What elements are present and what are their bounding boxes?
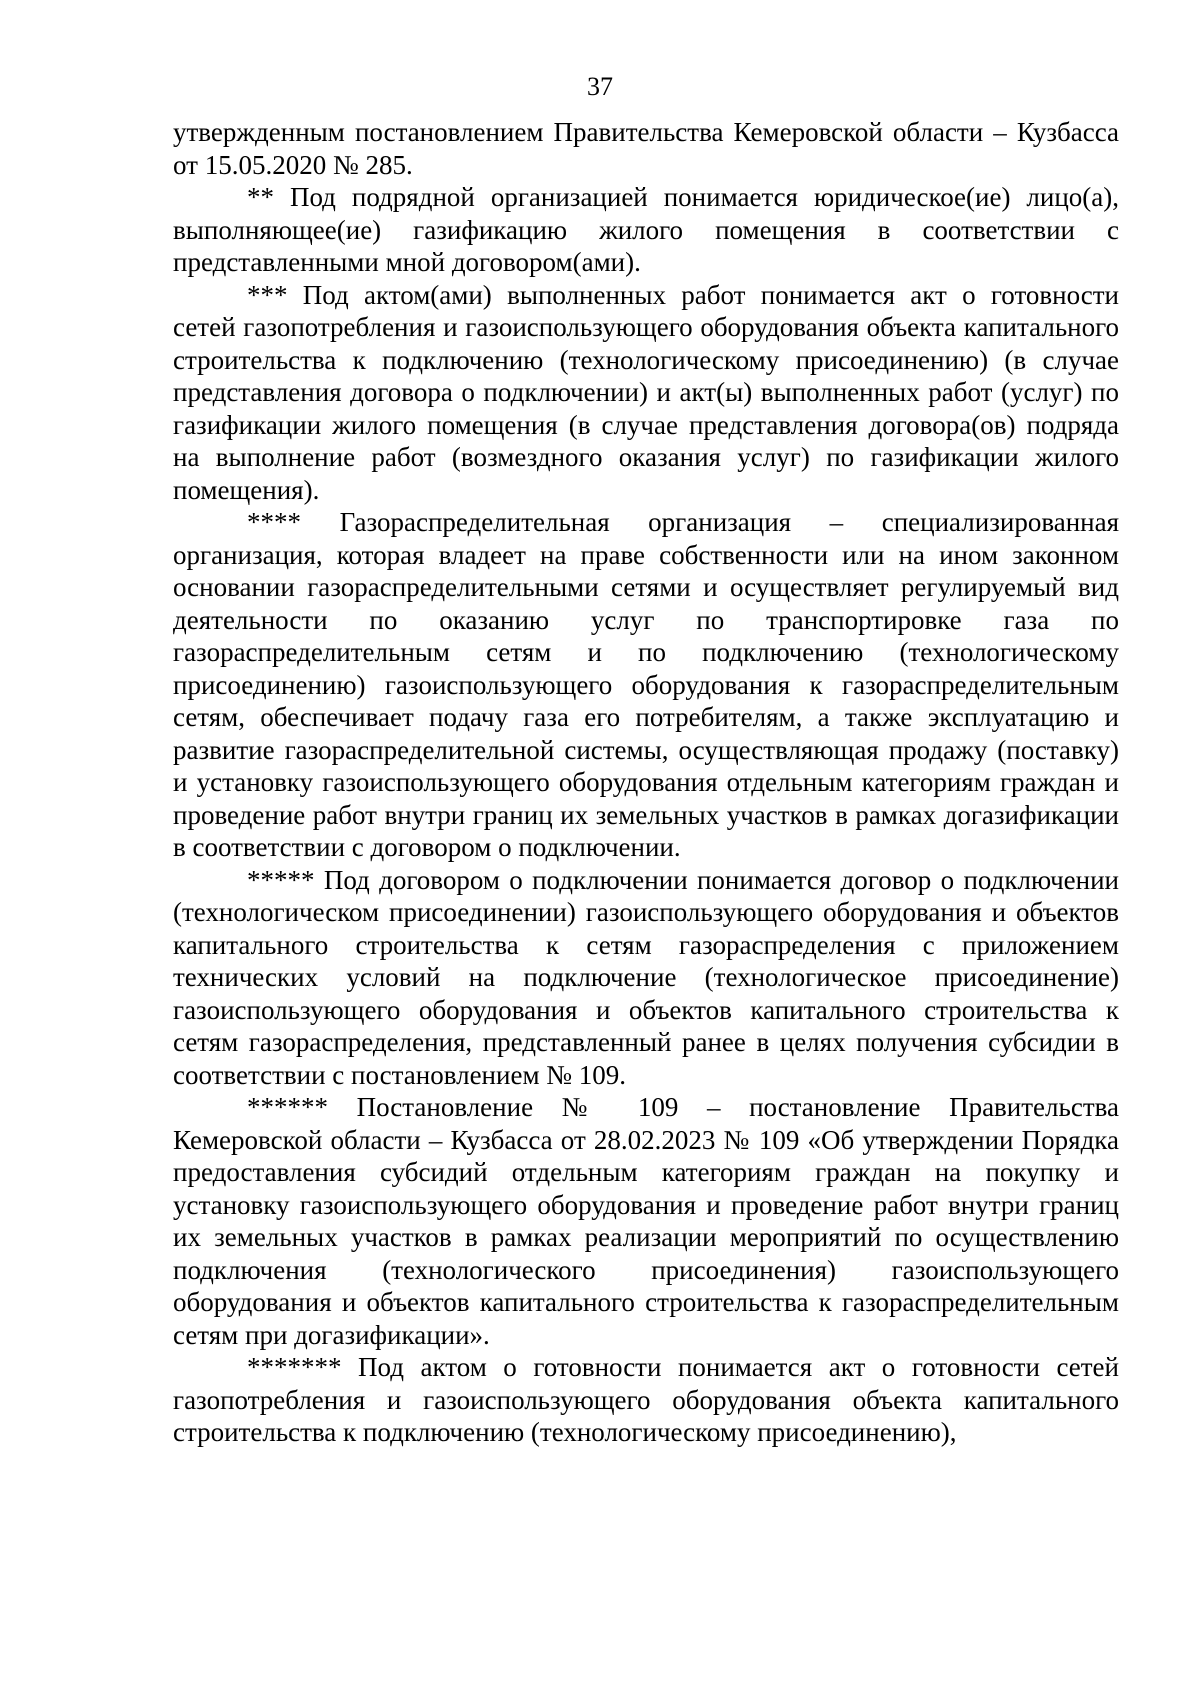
page-number: 37 [587,72,613,101]
footnote-gas-distribution-org: **** Газораспределительная организация – специализированная организация, которая владеет на праве собственности или на ином законном основании газораспределительными сетями и осуществляет регулируемый вид деятельности по оказанию услуг по транспортировке газа по газораспределительным сетям и по подключению (технологическому присоединению) газоиспользующего оборудования к газораспределительным сетям, обеспечивает подачу газа его потребителям, а также эксплуатацию и развитие газораспределительной системы, осуществляющая продажу (поставку) и установку газоиспользующего оборудования отдельным категориям граждан и проведение работ внутри границ их земельных участков в рамках догазификации в соответствии с договором о подключении. [173,507,1119,862]
footnote-contractor: ** Под подрядной организацией понимается юридическое(ие) лицо(а), выполняющее(ие) газификацию жилого помещения в соответствии с представленными мной договором(ами). [173,182,1119,277]
paragraph-continuation: утвержденным постановлением Правительства Кемеровской области – Кузбасса от 15.05.2020 № 285. [173,117,1119,180]
document-body [173,116,1119,1449]
footnote-connection-contract: ***** Под договором о подключении понимается договор о подключении (технологическом присоединении) газоиспользующего оборудования и объектов капитального строительства к сетям газораспределения с приложением технических условий на подключение (технологическое присоединение) газоиспользующего оборудования и объектов капитального строительства к сетям газораспределения, представленный ранее в целях получения субсидии в соответствии с постановлением № 109. [173,864,1119,1090]
footnote-readiness-act: ******* Под актом о готовности понимается акт о готовности сетей газопотребления и газоиспользующего оборудования объекта капитального строительства к подключению (технологическому присоединению), [173,1352,1119,1447]
footnote-work-acts: *** Под актом(ами) выполненных работ понимается акт о готовности сетей газопотребления и газоиспользующего оборудования объекта капитального строительства к подключению (технологическому присоединению) (в случае представления договора о подключении) и акт(ы) выполненных работ (услуг) по газификации жилого помещения (в случае представления договора(ов) подряда на выполнение работ (возмездного оказания услуг) по газификации жилого помещения). [173,279,1119,505]
footnote-resolution-109: ****** Постановление № 109 – постановление Правительства Кемеровской области – Кузбасса от 28.02.2023 № 109 «Об утверждении Порядка предоставления субсидий отдельным категориям граждан на покупку и установку газоиспользующего оборудования и проведение работ внутри границ их земельных участков в рамках реализации мероприятий по осуществлению подключения (технологического присоединения) газоиспользующего оборудования и объектов капитального строительства к газораспределительным сетям при догазификации». [173,1092,1119,1350]
